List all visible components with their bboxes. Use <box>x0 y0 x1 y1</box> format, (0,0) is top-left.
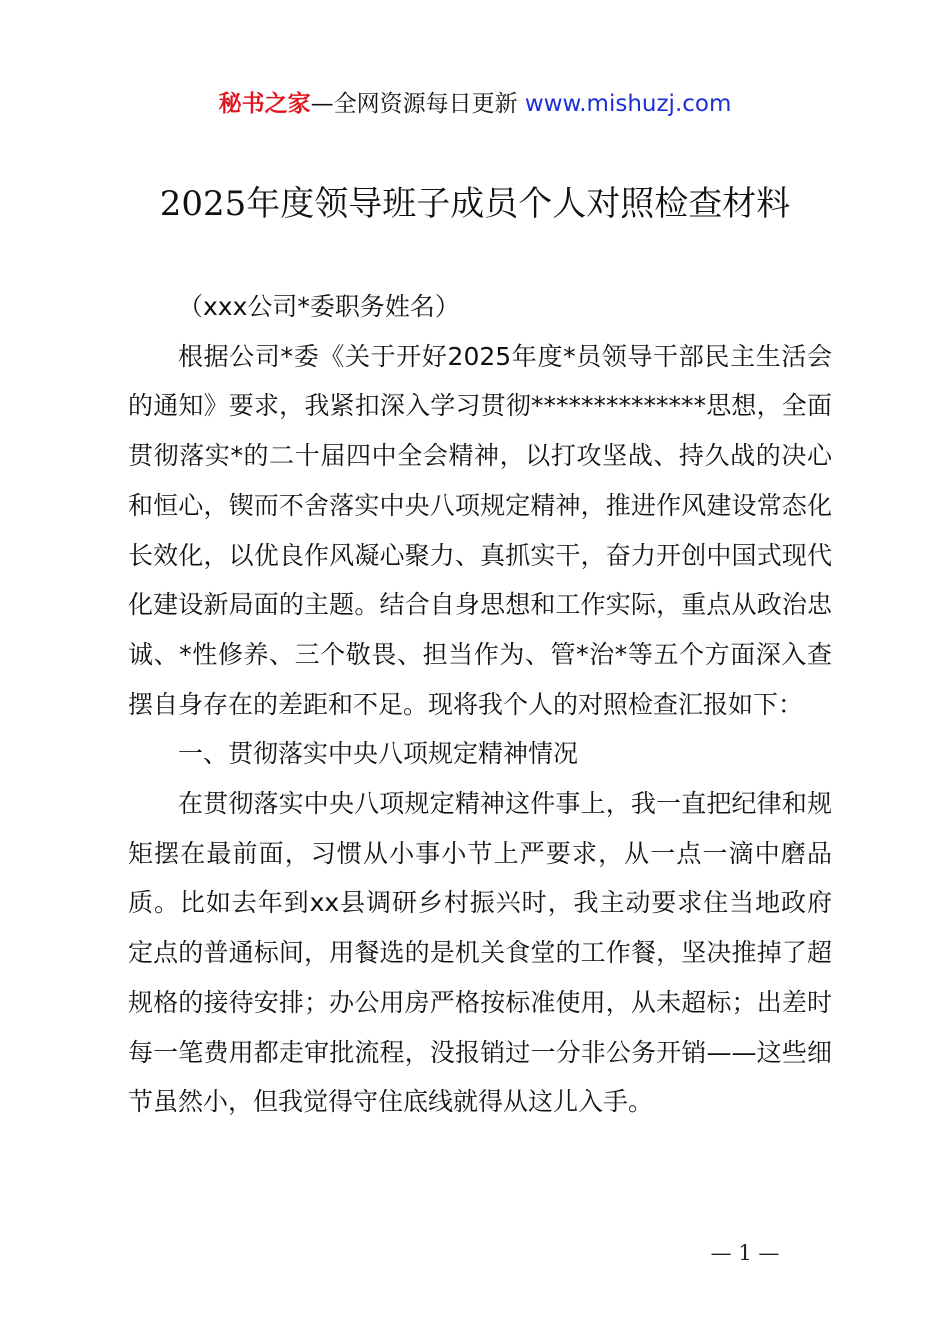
intro-paragraph: 根据公司*委《关于开好2025年度*员领导干部民主生活会的通知》要求，我紧扣深入学习贯彻**************思想，全面贯彻落实*的二十届四中全会精神，以打攻坚战、持久战的决心和恒心，锲而不舍落实中央八项规定精神，推进作风建设常态化长效化，以优良作风凝心聚力、真抓实干，奋力开创中国式现代化建设新局面的主题。结合自身思想和工作实际，重点从政治忠诚、*性修养、三个敬畏、担当作为、管*治*等五个方面深入查摆自身存在的差距和不足。现将我个人的对照检查汇报如下： <box>128 341 832 719</box>
document-body <box>128 282 832 1127</box>
site-banner <box>0 88 950 120</box>
banner-slogan: —全网资源每日更新 <box>310 91 518 117</box>
banner-brand: 秘书之家 <box>218 91 311 117</box>
section-paragraph: 在贯彻落实中央八项规定精神这件事上，我一直把纪律和规矩摆在最前面，习惯从小事小节上严要求，从一点一滴中磨品质。比如去年到xx县调研乡村振兴时，我主动要求住当地政府定点的普通标间，用餐选的是机关食堂的工作餐，坚决推掉了超规格的接待安排；办公用房严格按标准使用，从未超标；出差时每一笔费用都走审批流程，没报销过一分非公务开销——这些细节虽然小，但我觉得守住底线就得从这儿入手。 <box>128 789 832 1117</box>
document-title: 2025年度领导班子成员个人对照检查材料 <box>159 184 791 224</box>
page-number: — 1 — <box>710 1241 780 1265</box>
section-heading: 一、贯彻落实中央八项规定精神情况 <box>178 739 579 769</box>
banner-site-link[interactable]: www.mishuzj.com <box>524 91 732 117</box>
author-line: （xxx公司*委职务姓名） <box>178 292 460 321</box>
